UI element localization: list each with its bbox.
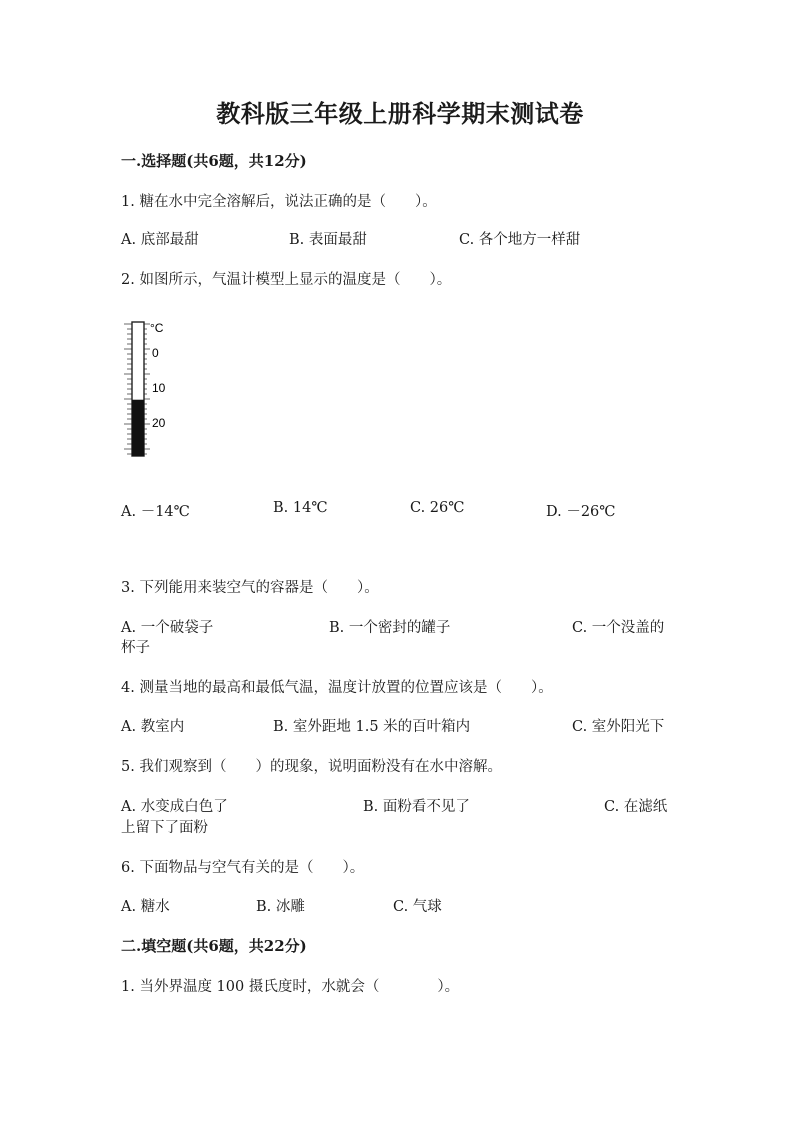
thermometer-scale-label-0: 0	[152, 346, 159, 360]
q6-option-c: C. 气球	[393, 899, 442, 915]
question-4: 4. 测量当地的最高和最低气温，温度计放置的位置应该是（ ）。	[121, 680, 553, 696]
section-heading-fill: 二.填空题(共6题，共22分)	[121, 937, 307, 955]
q2-option-a: A. －14℃	[121, 504, 190, 520]
q3-option-c: C. 一个没盖的	[572, 620, 665, 636]
q1-option-b: B. 表面最甜	[289, 232, 367, 248]
q6-option-b: B. 冰雕	[256, 899, 305, 915]
question-1: 1. 糖在水中完全溶解后，说法正确的是（ ）。	[121, 194, 437, 210]
question-5: 5. 我们观察到（ ）的现象，说明面粉没有在水中溶解。	[121, 759, 502, 775]
q3-option-a: A. 一个破袋子	[121, 620, 214, 636]
thermometer-figure	[118, 316, 178, 462]
thermometer-liquid-column	[132, 400, 144, 456]
q2-option-d: D. －26℃	[546, 504, 616, 520]
q4-option-a: A. 教室内	[121, 719, 185, 735]
question-2: 2. 如图所示，气温计模型上显示的温度是（ ）。	[121, 272, 452, 288]
page-title: 教科版三年级上册科学期末测试卷	[216, 99, 584, 128]
q2-option-c: C. 26℃	[410, 500, 465, 516]
q2-option-b: B. 14℃	[273, 500, 328, 516]
thermometer-unit-label: °C	[150, 321, 164, 335]
thermometer-scale-label-10: 10	[152, 381, 166, 395]
question-6: 6. 下面物品与空气有关的是（ ）。	[121, 860, 365, 876]
q5-option-b: B. 面粉看不见了	[363, 799, 470, 815]
q5-option-a: A. 水变成白色了	[121, 799, 228, 815]
section-heading-choice: 一.选择题(共6题，共12分)	[121, 152, 307, 170]
q6-option-a: A. 糖水	[121, 899, 170, 915]
q5-option-c: C. 在滤纸	[604, 799, 668, 815]
question-3: 3. 下列能用来装空气的容器是（ ）。	[121, 580, 379, 596]
q1-option-c: C. 各个地方一样甜	[459, 232, 581, 248]
q5-option-c-continued: 上留下了面粉	[121, 820, 208, 836]
thermometer-scale-label-20: 20	[152, 416, 166, 430]
q4-option-c: C. 室外阳光下	[572, 719, 665, 735]
fill-question-1: 1. 当外界温度 100 摄氏度时，水就会（ ）。	[121, 979, 460, 995]
q1-option-a: A. 底部最甜	[121, 232, 199, 248]
q3-option-c-continued: 杯子	[121, 640, 150, 656]
q4-option-b: B. 室外距地 1.5 米的百叶箱内	[273, 719, 471, 735]
q3-option-b: B. 一个密封的罐子	[329, 620, 451, 636]
